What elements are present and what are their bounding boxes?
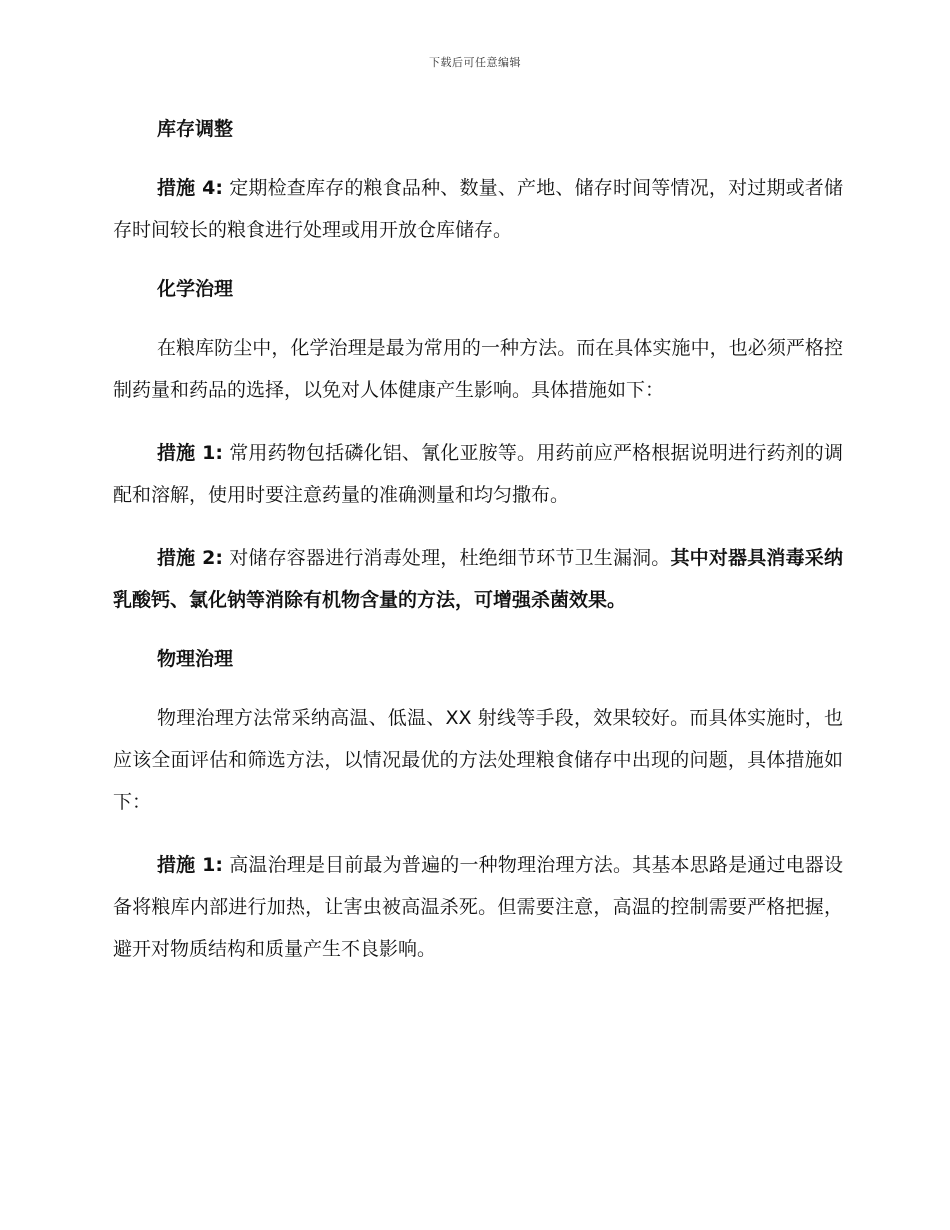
paragraph [113,327,843,411]
section-heading-physical: 物理治理 [157,648,234,670]
paragraph [113,432,843,516]
paragraph-text: 高温治理是目前最为普遍的一种物理治理方法。其基本思路是通过电器设备将粮库内部进行加热，让害虫被高温杀死。但需要注意，高温的控制需要严格把握，避开对物质结构和质量产生不良影响。 [113,854,843,960]
paragraph-text: 定期检查库存的粮食品种、数量、产地、储存时间等情况，对过期或者储存时间较长的粮食进行处理或用开放仓库储存。 [113,177,843,241]
section-heading-chemical: 化学治理 [157,278,234,300]
measure-label: 措施 1: [157,442,223,464]
section-heading-inventory: 库存调整 [157,118,234,140]
paragraph-text: 物理治理方法常采纳高温、低温、XX 射线等手段，效果较好。而具体实施时，也应该全面评估和筛选方法，以情况最优的方法处理粮食储存中出现的问题，具体措施如下： [113,707,843,813]
measure-label: 措施 1: [157,854,223,876]
paragraph-text: 在粮库防尘中，化学治理是最为常用的一种方法。而在具体实施中，也必须严格控制药量和药品的选择，以免对人体健康产生影响。具体措施如下： [113,337,843,401]
paragraph [113,844,843,970]
measure-label: 措施 4: [157,177,223,199]
paragraph [113,537,843,621]
paragraph-text: 对储存容器进行消毒处理，杜绝细节环节卫生漏洞。 [223,547,671,569]
paragraph-text: 常用药物包括磷化铝、氰化亚胺等。用药前应严格根据说明进行药剂的调配和溶解，使用时要注意药量的准确测量和均匀撒布。 [113,442,843,506]
header-note: 下载后可任意编辑 [429,56,521,69]
measure-label: 措施 2: [157,547,223,569]
document-body [113,112,843,991]
emphasized-text: 其中对器具消毒采纳乳酸钙、氯化钠等消除有机物含量的方法，可增强杀菌效果。 [113,547,843,611]
paragraph [113,697,843,823]
paragraph [113,167,843,251]
